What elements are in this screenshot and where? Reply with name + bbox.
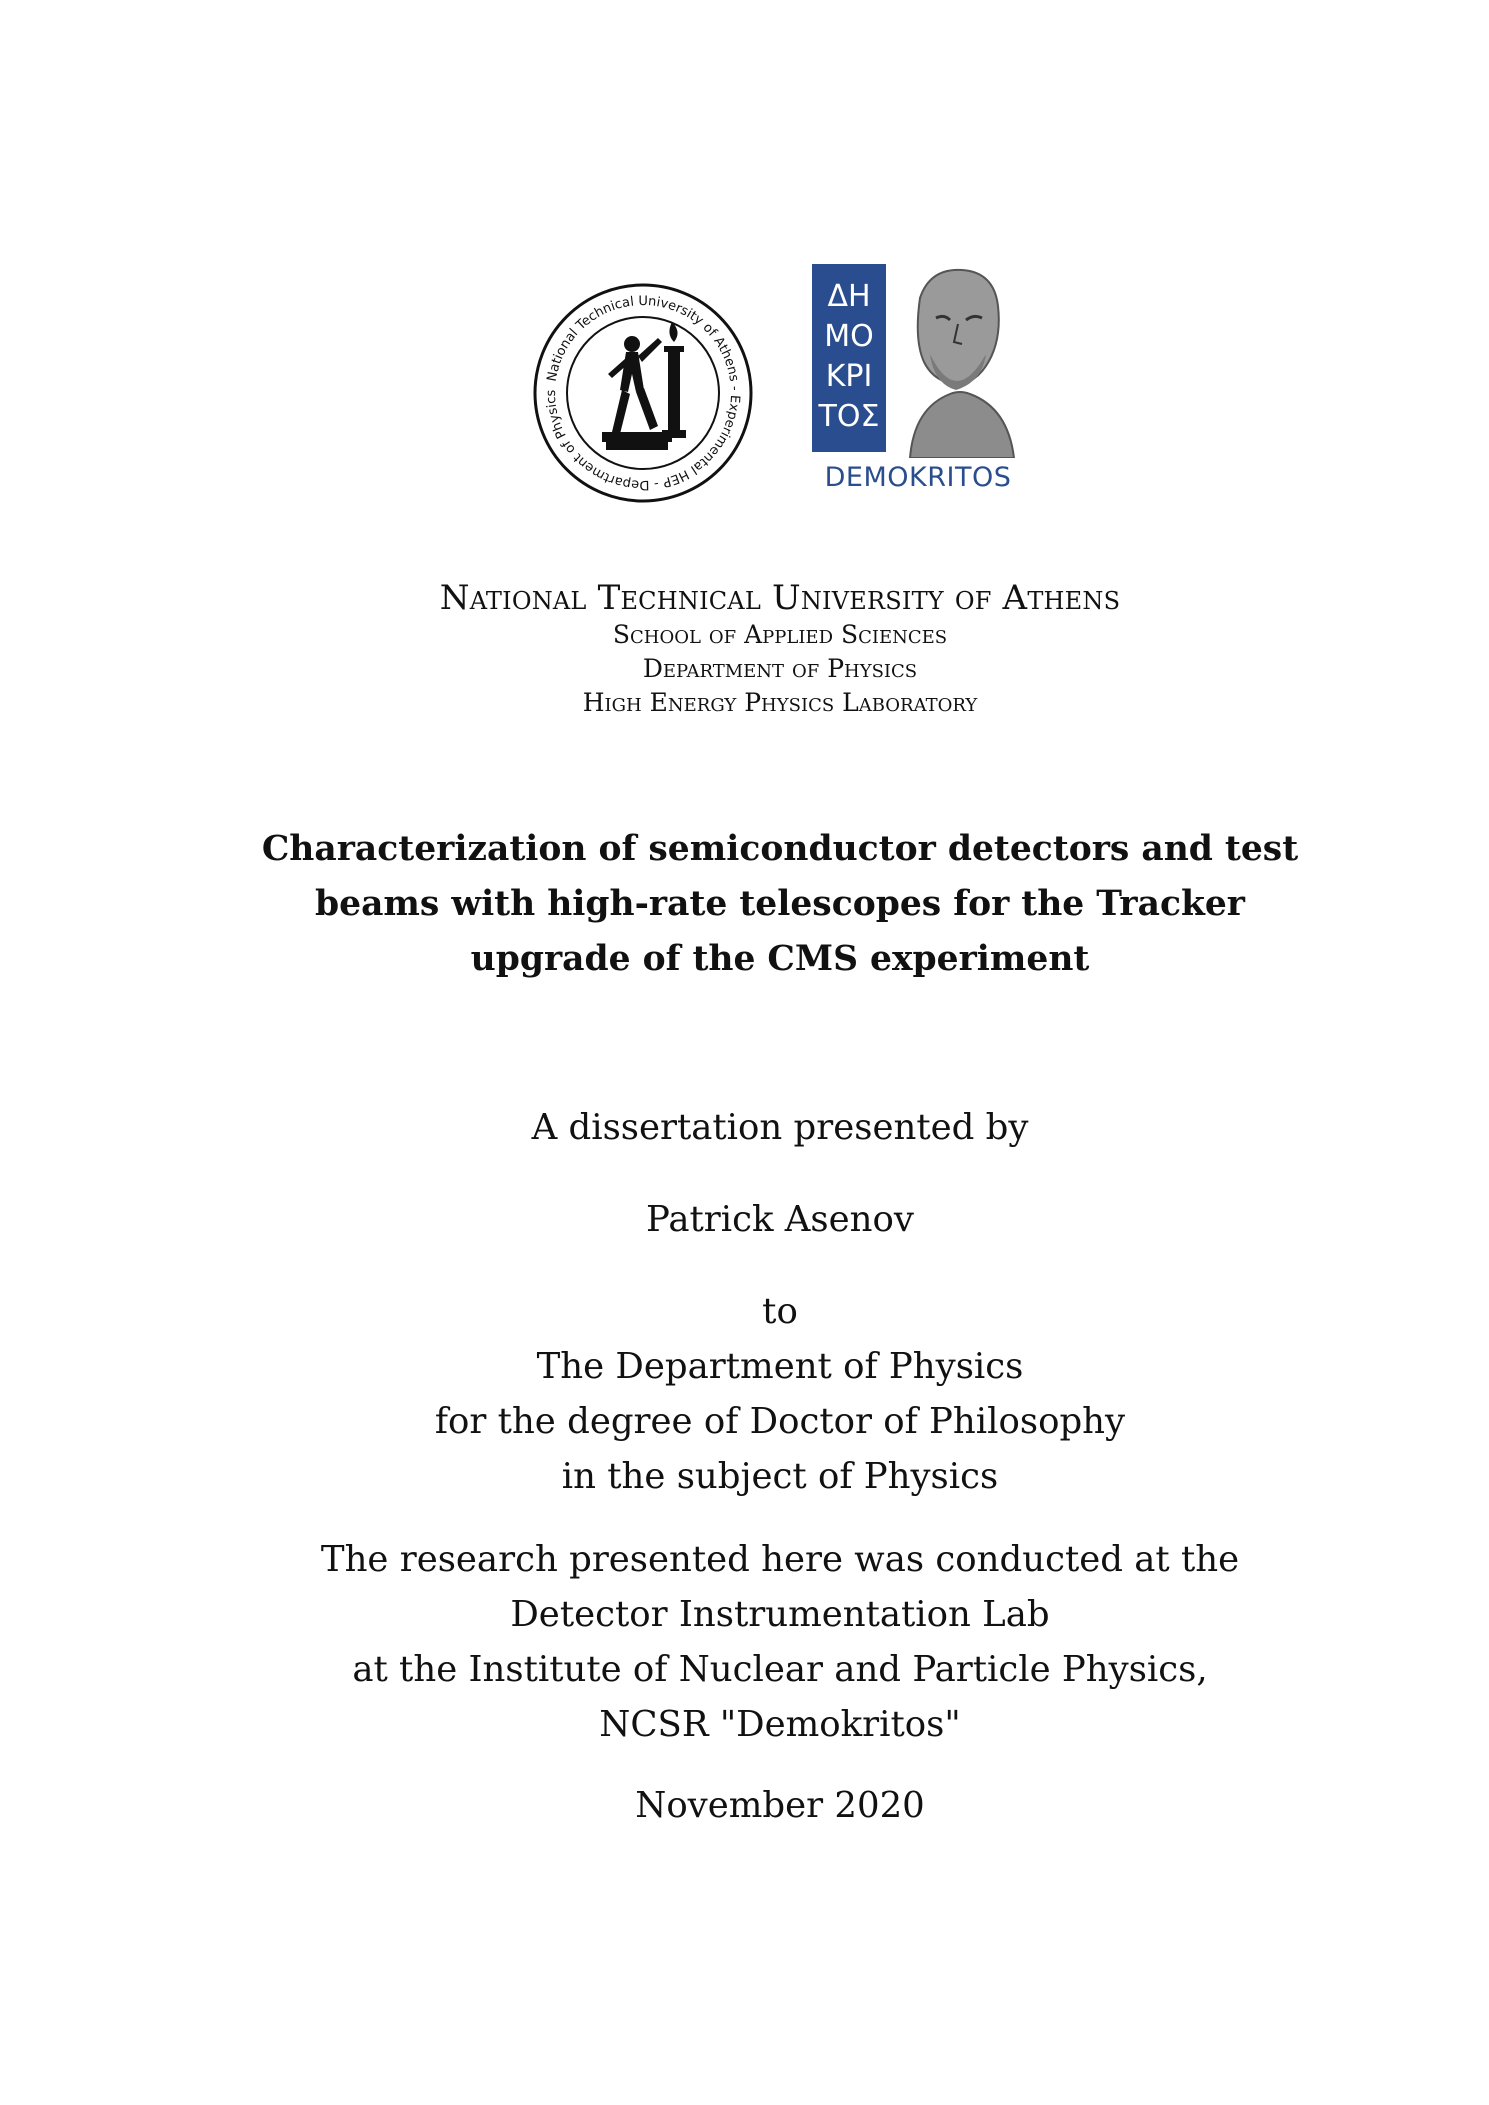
title-line: upgrade of the CMS experiment (470, 939, 1090, 979)
institution-block (0, 578, 1489, 720)
university-name: National Technical University of Athens (439, 578, 1121, 618)
research-line: NCSR "Demokritos" (599, 1704, 961, 1745)
author-name: Patrick Asenov (646, 1199, 914, 1240)
to-label: to (762, 1291, 798, 1332)
research-line: at the Institute of Nuclear and Particle Physics, (352, 1649, 1208, 1690)
demokritos-logo (812, 258, 1024, 500)
author-line (0, 1192, 1489, 1247)
seal-text: National Technical University of Athens - Experimental HEP - Department of Physics (543, 293, 743, 493)
demokritos-blue-panel (812, 264, 886, 452)
dissertation-title (0, 822, 1489, 987)
research-line: The research presented here was conducted at the (320, 1539, 1240, 1580)
logo-row (0, 258, 1489, 500)
presented-by-label: A dissertation presented by (531, 1107, 1029, 1148)
department-name: Department of Physics (642, 654, 918, 683)
demokritos-greek-line: ΜΟ (824, 319, 874, 354)
research-line: Detector Instrumentation Lab (510, 1594, 1050, 1635)
demokritos-greek-line: ΤΟΣ (818, 399, 880, 434)
demokritos-greek-line: ΔΗ (827, 279, 871, 314)
degree-block (0, 1284, 1489, 1504)
demokritos-label: DEMOKRITOS (824, 462, 1012, 493)
title-line: beams with high-rate telescopes for the Tracker (315, 884, 1245, 924)
degree-line: for the degree of Doctor of Philosophy (434, 1401, 1126, 1442)
degree-line: in the subject of Physics (561, 1456, 999, 1497)
ntua-seal-logo (532, 282, 754, 504)
degree-line: The Department of Physics (536, 1346, 1024, 1387)
research-block (0, 1532, 1489, 1752)
title-line: Characterization of semiconductor detectors and test (261, 829, 1299, 869)
date-line (0, 1778, 1489, 1833)
submission-date: November 2020 (635, 1785, 925, 1826)
presented-by-line (0, 1100, 1489, 1155)
school-name: School of Applied Sciences (612, 620, 948, 649)
demokritos-greek-line: ΚΡΙ (825, 359, 873, 394)
laboratory-name: High Energy Physics Laboratory (582, 688, 978, 717)
demokritos-bust-image (890, 258, 1024, 458)
